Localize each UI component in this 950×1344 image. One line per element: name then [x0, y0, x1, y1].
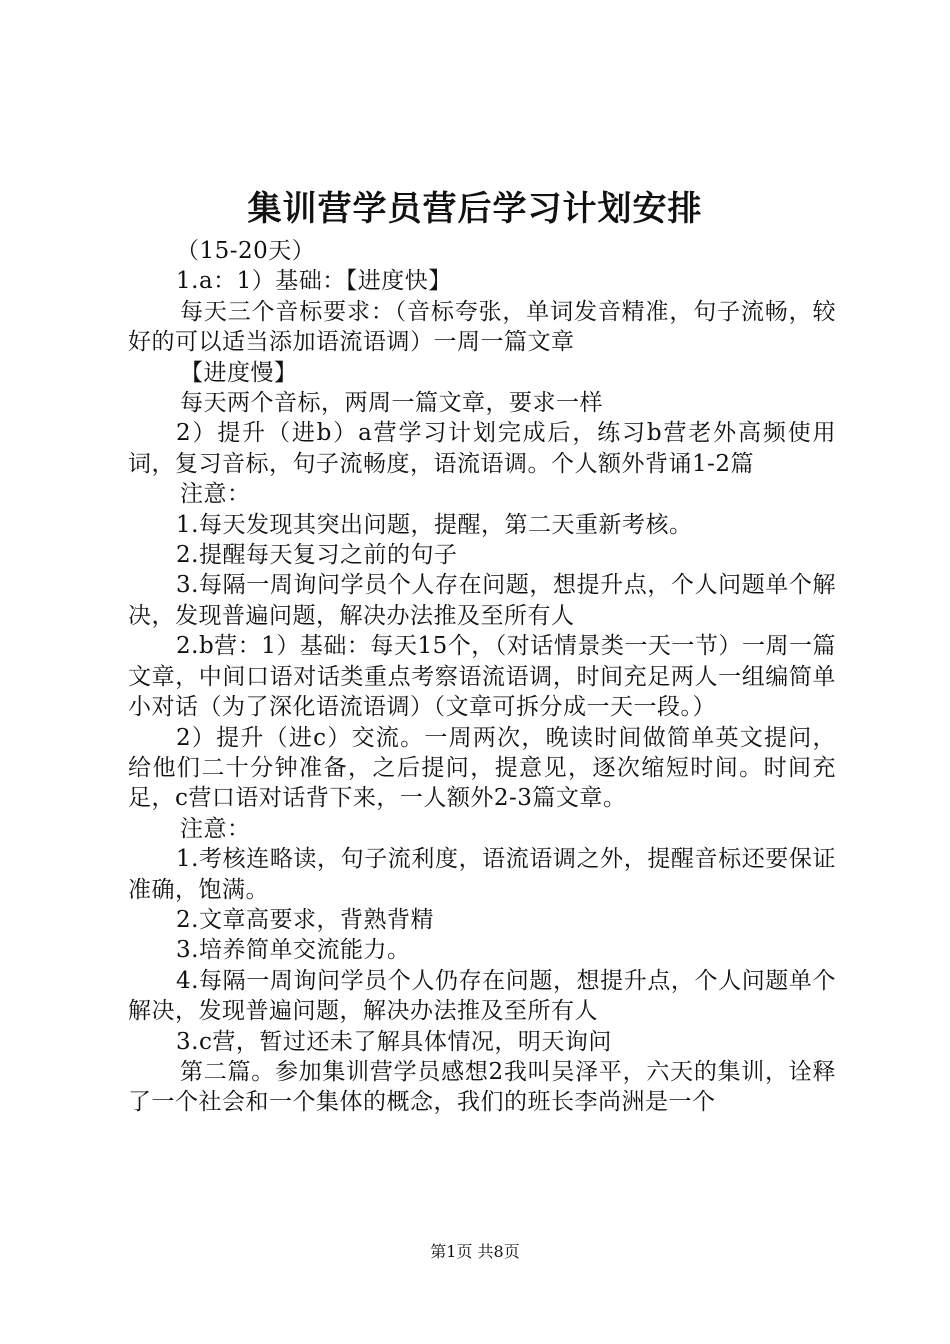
paragraph: 注意： — [180, 815, 251, 842]
paragraph: 1.每天发现其突出问题，提醒，第二天重新考核。 — [176, 511, 693, 538]
paragraph: 第二篇。参加集训营学员感想2我叫吴泽平，六天的集训，诠释了一个社会和一个集体的概念，我们的班长李尚洲是一个 — [128, 1058, 836, 1116]
paragraph: 【进度慢】 — [180, 359, 298, 386]
paragraph: 每天三个音标要求：（音标夸张，单词发音精准，句子流畅，较好的可以适当添加语流语调）一周一篇文章 — [128, 298, 836, 356]
paragraph: 3.c营，暂过还未了解具体情况，明天询问 — [176, 1028, 612, 1055]
paragraph: 2.提醒每天复习之前的句子 — [176, 542, 458, 569]
paragraph: 注意： — [180, 481, 251, 508]
page-number-footer: 第1页 共8页 — [430, 1242, 520, 1261]
paragraph: 2）提升（进c）交流。一周两次，晚读时间做简单英文提问，给他们二十分钟准备，之后提问，提意见，逐次缩短时间。时间充足，c营口语对话背下来，一人额外2-3篇文章。 — [128, 724, 836, 812]
paragraph: 2.b营：1）基础：每天15个，（对话情景类一天一节）一周一篇文章，中间口语对话类重点考察语流语调，时间充足两人一组编简单小对话（为了深化语流语调）（文章可拆分成一天一段。） — [128, 633, 836, 721]
paragraph: （15-20天） — [176, 238, 316, 264]
paragraph: 3.每隔一周询问学员个人存在问题，想提升点，个人问题单个解决，发现普遍问题，解决办法推及至所有人 — [128, 572, 836, 629]
paragraph: 3.培养简单交流能力。 — [176, 937, 411, 964]
paragraph: 每天两个音标，两周一篇文章，要求一样 — [180, 390, 603, 417]
paragraph: 2）提升（进b）a营学习计划完成后，练习b营老外高频使用词，复习音标，句子流畅度，语流语调。个人额外背诵1-2篇 — [128, 420, 836, 477]
paragraph: 1.考核连略读，句子流利度，语流语调之外，提醒音标还要保证准确，饱满。 — [128, 846, 836, 903]
paragraph: 1.a：1）基础：【进度快】 — [176, 268, 452, 295]
paragraph: 2.文章高要求，背熟背精 — [176, 906, 434, 933]
document-body — [128, 236, 836, 1118]
paragraph: 4.每隔一周询问学员个人仍存在问题，想提升点，个人问题单个解决，发现普遍问题，解决办法推及至所有人 — [128, 967, 836, 1025]
document-title: 集训营学员营后学习计划安排 — [247, 189, 703, 229]
